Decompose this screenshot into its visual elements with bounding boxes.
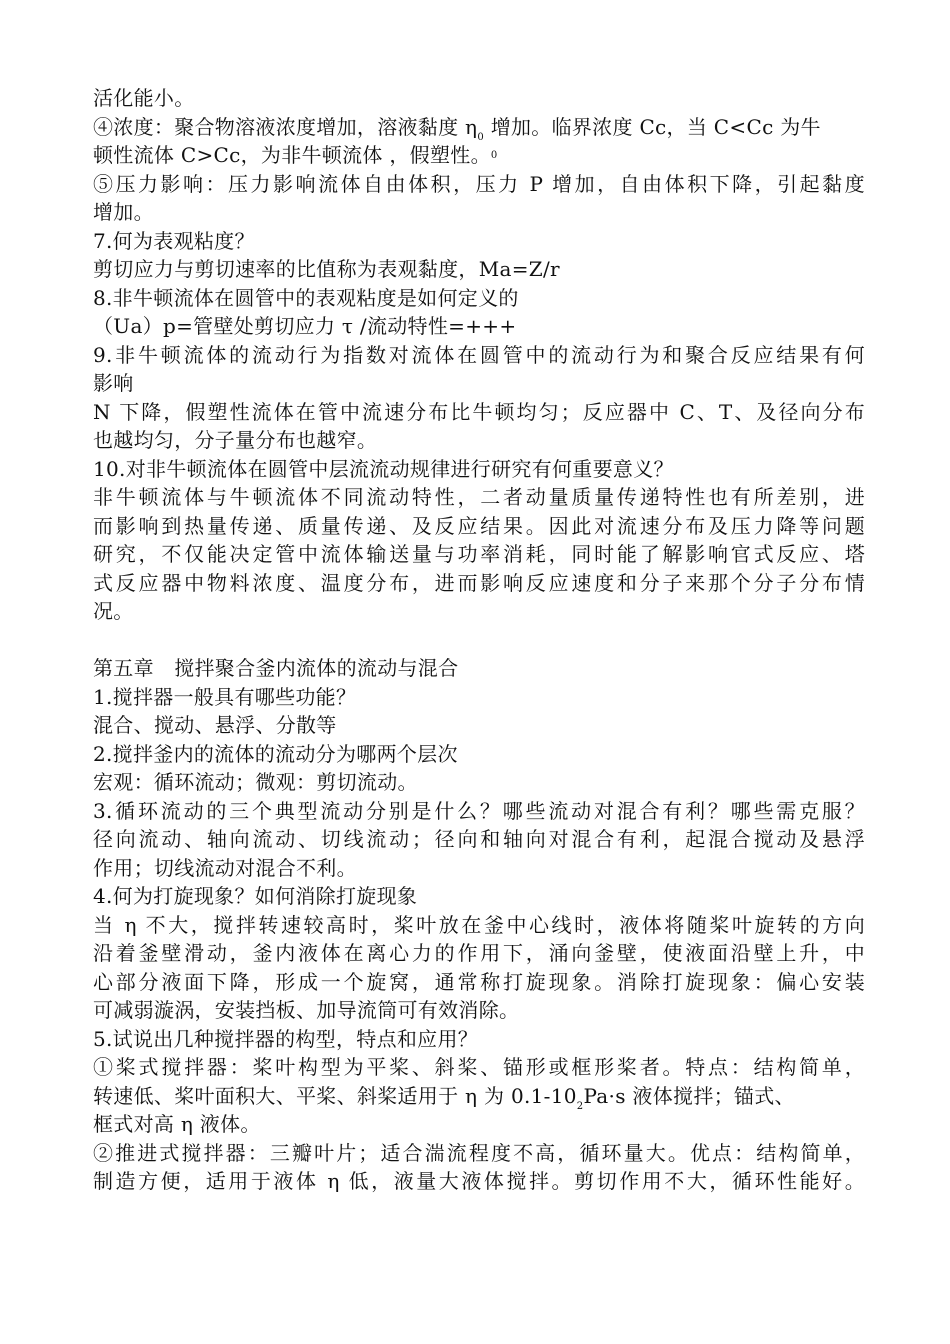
text-line: 而影响到热量传递、质量传递、及反应结果。因此对流速分布及压力降等问题 [93,513,865,538]
text-line: N 下降，假塑性流体在管中流速分布比牛顿均匀；反应器中 C、T、及径向分布 [93,399,865,424]
text-line: 式反应器中物料浓度、温度分布，进而影响反应速度和分子来那个分子分布情 [93,570,865,595]
text-line: 增加。 [93,200,154,224]
text-line: 研究，不仅能决定管中流体输送量与功率消耗，同时能了解影响官式反应、塔 [93,542,865,566]
text-line: 框式对高 η 液体。 [93,1112,261,1136]
question-heading: 影响 [93,371,134,395]
text-line: ②推进式搅拌器：三瓣叶片；适合湍流程度不高，循环量大。优点：结构简单， [93,1140,865,1165]
text-line: 活化能小。 [93,86,195,110]
text-line: 剪切应力与剪切速率的比值称为表观黏度，Ma=Z/r [93,257,560,281]
text-line: 当 η 不大，搅拌转速较高时，桨叶放在釜中心线时，液体将随桨叶旋转的方向 [93,912,865,937]
question-heading: 5.试说出几种搅拌器的构型，特点和应用？ [93,1026,479,1051]
text-line: ①桨式搅拌器：桨叶构型为平桨、斜桨、锚形或框形桨者。特点：结构简单， [93,1055,865,1079]
text-line: 况。 [93,599,134,623]
question-heading: 1.搅拌器一般具有哪些功能？ [93,684,357,709]
text-line: 非牛顿流体与牛顿流体不同流动特性，二者动量质量传递特性也有所差别，进 [93,485,865,509]
text-line: 制造方便，适用于液体 η 低，液量大液体搅拌。剪切作用不大，循环性能好。 [93,1169,865,1193]
text-line: 转速低、桨叶面积大、平桨、斜桨适用于 η 为 $0.1-10_2Pa\cdot s$ 液体搅拌；锚式、 [93,1083,795,1112]
question-heading: 8.非牛顿流体在圆管中的表观粘度是如何定义的 [93,285,519,310]
question-heading: 2.搅拌釜内的流体的流动分为哪两个层次 [93,741,458,766]
text-line: 心部分液面下降，形成一个旋窝，通常称打旋现象。消除打旋现象：偏心安装 [93,969,865,994]
text-line: 作用；切线流动对混合不利。 [93,855,357,880]
text-line: ⑤压力影响：压力影响流体自由体积，压力 P 增加，自由体积下降，引起黏度 [93,171,865,196]
text-line: 宏观：循环流动；微观：剪切流动。 [93,770,418,794]
document-page [93,84,865,1196]
text-line: 可减弱漩涡，安装挡板、加导流筒可有效消除。 [93,998,520,1022]
subscript: 2 [576,1100,584,1112]
question-heading: 3.循环流动的三个典型流动分别是什么？哪些流动对混合有利？哪些需克服？ [93,798,865,823]
question-heading: 9.非牛顿流体的流动行为指数对流体在圆管中的流动行为和聚合反应结果有何 [93,342,865,367]
chapter-heading: 第五章 搅拌聚合釜内流体的流动与混合 [93,656,459,680]
question-heading: 7.何为表观粘度？ [93,228,255,253]
question-heading: 10.对非牛顿流体在圆管中层流流动规律进行研究有何重要意义？ [93,456,674,481]
text-line: 也越均匀，分子量分布也越窄。 [93,428,378,452]
text-line: 混合、搅动、悬浮、分散等 [93,713,337,737]
blank-line [93,626,865,655]
subscript: 0 [477,131,485,143]
text-line: （Ua）p=管壁处剪切应力 τ /流动特性=+++ [93,314,517,338]
text-line: 顿性流体 C>Cc，为非牛顿流体 ，假塑性。$^0$ [93,143,498,167]
text-line: 径向流动、轴向流动、切线流动；径向和轴向对混合有利，起混合搅动及悬浮 [93,827,865,851]
text-line: ④浓度：聚合物溶液浓度增加，溶液黏度 $\eta_0$ 增加。临界浓度 Cc，当 C<Cc 为牛 [93,114,821,143]
text-line: 沿着釜壁滑动，釜内液体在离心力的作用下，涌向釜壁，使液面沿壁上升，中 [93,941,865,965]
superscript: 0 [490,150,498,161]
question-heading: 4.何为打旋现象？如何消除打旋现象 [93,884,418,908]
